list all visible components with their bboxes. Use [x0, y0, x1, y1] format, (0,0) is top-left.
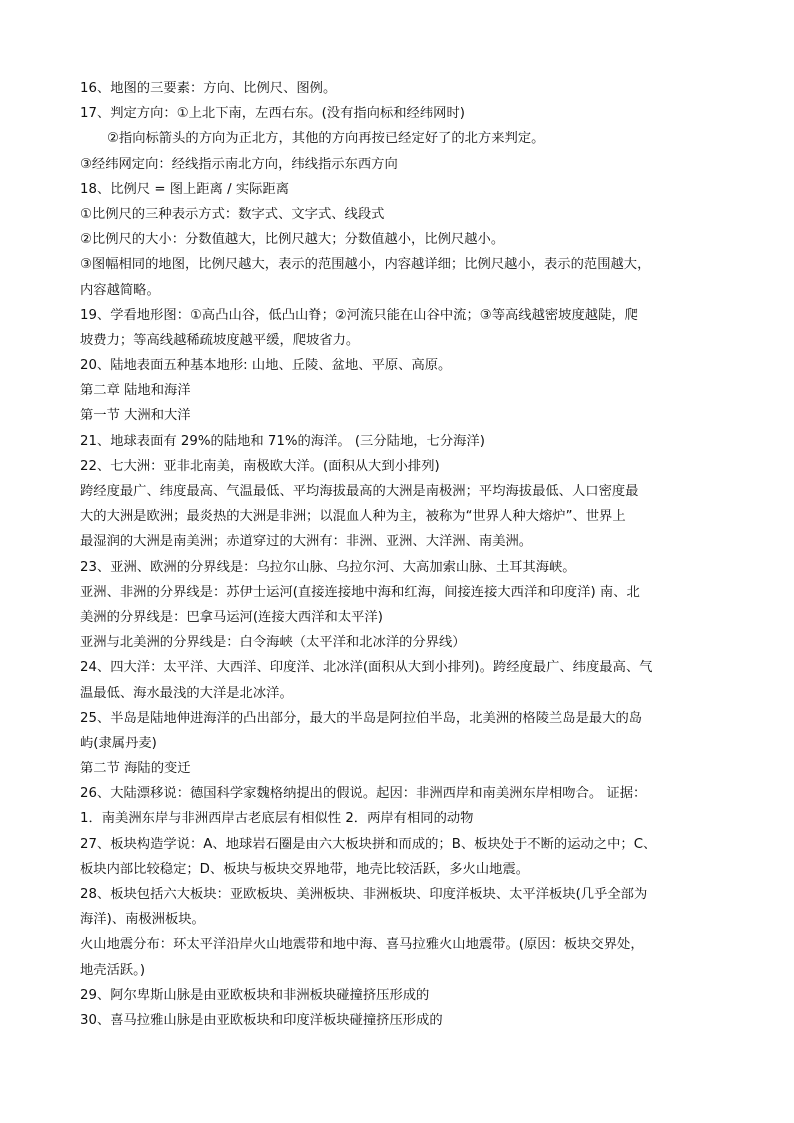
- text-line: 火山地震分布：环太平洋沿岸火山地震带和地中海、喜马拉雅火山地震带。(原因：板块交界处，: [80, 937, 644, 953]
- text-line: ③图幅相同的地图，比例尺越大，表示的范围越小，内容越详细；比例尺越小，表示的范围越大，: [80, 257, 651, 273]
- text-line: 24、四大洋：太平洋、大西洋、印度洋、北冰洋(面积从大到小排列)。跨经度最广、纬度最高、气: [80, 660, 653, 676]
- text-line: ③经纬网定向：经线指示南北方向，纬线指示东西方向: [80, 156, 398, 172]
- text-line: 内容越简略。: [80, 282, 160, 298]
- text-line: 23、亚洲、欧洲的分界线是：乌拉尔山脉、乌拉尔河、大高加索山脉、土耳其海峡。: [80, 559, 576, 575]
- text-line: 19、学看地形图：①高凸山谷，低凸山脊；②河流只能在山谷中流；③等高线越密坡度越陡，爬: [80, 307, 638, 323]
- text-line: 30、喜马拉雅山脉是由亚欧板块和印度洋板块碰撞挤压形成的: [80, 1012, 443, 1028]
- text-line: ②指向标箭头的方向为正北方，其他的方向再按已经定好了的北方来判定。: [107, 131, 545, 147]
- text-line: 1．南美洲东岸与非洲西岸古老底层有相似性 2．两岸有相同的动物: [80, 811, 474, 827]
- text-line: 温最低、海水最浅的大洋是北冰洋。: [80, 685, 293, 701]
- text-line: 16、地图的三要素：方向、比例尺、图例。: [80, 81, 337, 96]
- text-line: 美洲的分界线是：巴拿马运河(连接大西洋和太平洋): [80, 609, 383, 625]
- text-line: 29、阿尔卑斯山脉是由亚欧板块和非洲板块碰撞挤压形成的: [80, 987, 430, 1003]
- text-line: 屿(隶属丹麦): [80, 735, 157, 751]
- text-line: 17、判定方向：①上北下南，左西右东。(没有指向标和经纬网时): [80, 106, 465, 122]
- chapter-heading: 第二章 陆地和海洋: [80, 383, 191, 399]
- text-line: 22、七大洲：亚非北南美，南极欧大洋。(面积从大到小排列): [80, 458, 440, 474]
- text-line: 25、半岛是陆地伸进海洋的凸出部分，最大的半岛是阿拉伯半岛，北美洲的格陵兰岛是最大的岛: [80, 710, 643, 726]
- text-line: ②比例尺的大小：分数值越大，比例尺越大；分数值越小，比例尺越小。: [80, 232, 505, 248]
- text-line: 21、地球表面有 29%的陆地和 71%的海洋。 (三分陆地，七分海洋): [80, 433, 485, 449]
- text-line: 27、板块构造学说：A、地球岩石圈是由六大板块拼和而成的；B、板块处于不断的运动之中；C、: [80, 836, 657, 852]
- text-line: 大的大洲是欧洲；最炎热的大洲是非洲；以混血人种为主，被称为“世界人种大熔炉”、世界上: [80, 509, 626, 525]
- text-line: ①比例尺的三种表示方式：数字式、文字式、线段式: [80, 206, 385, 222]
- text-line: 亚洲、非洲的分界线是：苏伊士运河(直接连接地中海和红海，间接连接大西洋和印度洋) 南、北: [80, 584, 640, 600]
- text-line: 28、板块包括六大板块：亚欧板块、美洲板块、非洲板块、印度洋板块、太平洋板块(几乎全部为: [80, 887, 648, 902]
- text-line: 18、比例尺 = 图上距离 / 实际距离: [80, 181, 290, 197]
- text-line: 26、大陆漂移说：德国科学家魏格纳提出的假说。起因：非洲西岸和南美洲东岸相吻合。 证据：: [80, 786, 647, 802]
- text-line: 地壳活跃。): [80, 962, 146, 978]
- document-page: [80, 76, 720, 1033]
- text-line: 亚洲与北美洲的分界线是：白令海峡（太平洋和北冰洋的分界线）: [80, 635, 466, 651]
- text-line: 跨经度最广、纬度最高、气温最低、平均海拔最高的大洲是南极洲；平均海拔最低、人口密度最: [80, 484, 639, 499]
- text-line: 最湿润的大洲是南美洲；赤道穿过的大洲有：非洲、亚洲、大洋洲、南美洲。: [80, 534, 533, 550]
- text-line: 坡费力；等高线越稀疏坡度越平缓，爬坡省力。: [80, 332, 360, 348]
- section-heading: 第二节 海陆的变迁: [80, 761, 191, 777]
- text-line: 20、陆地表面五种基本地形: 山地、丘陵、盆地、平原、高原。: [80, 358, 452, 374]
- text-line: 海洋)、南极洲板块。: [80, 912, 205, 928]
- section-heading: 第一节 大洲和大洋: [80, 408, 191, 424]
- text-line: 板块内部比较稳定；D、板块与板块交界地带，地壳比较活跃，多火山地震。: [80, 861, 530, 877]
